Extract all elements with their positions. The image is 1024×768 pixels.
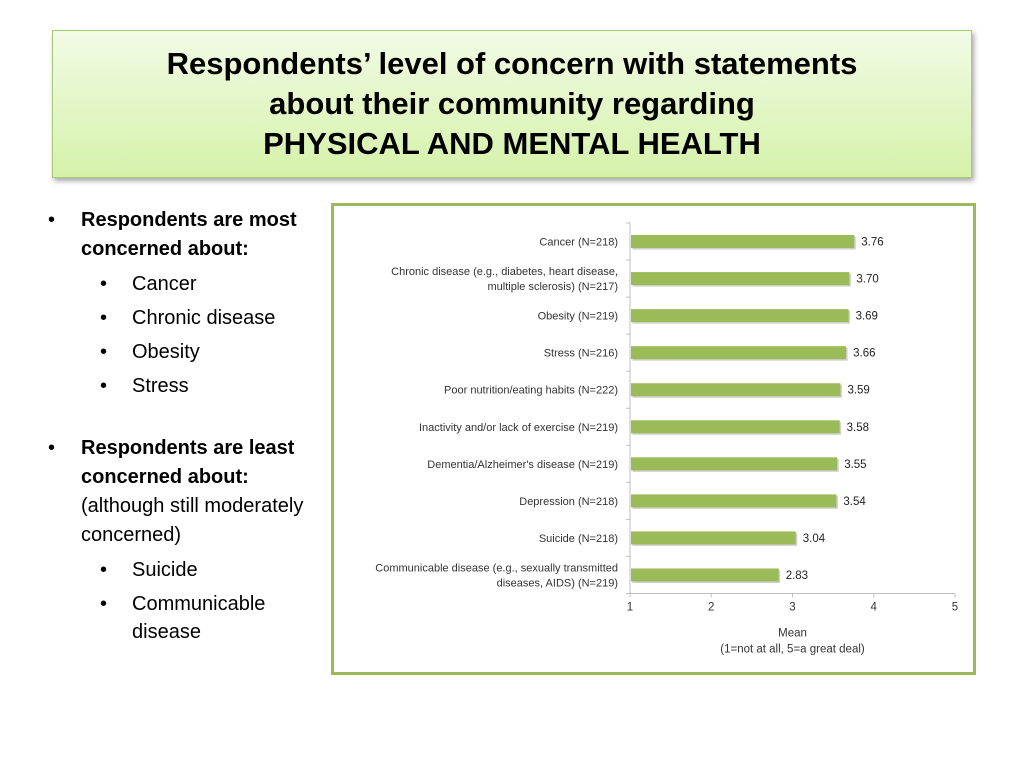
data-label: 3.69: [855, 310, 878, 323]
bar: [631, 383, 840, 396]
bullet-dot-icon: •: [100, 307, 108, 329]
bar: [631, 346, 846, 359]
category-label: Stress (N=216): [543, 347, 618, 360]
bullet-least-heading: Respondents are least concerned about:: [81, 437, 295, 488]
x-tick-label: 2: [708, 601, 715, 614]
list-item: [48, 556, 328, 584]
category-label: Depression (N=218): [519, 495, 618, 508]
category-label: Inactivity and/or lack of exercise (N=219): [418, 421, 618, 434]
bar: [631, 420, 840, 433]
category-label: multiple sclerosis) (N=217): [487, 281, 618, 294]
bar: [631, 568, 779, 581]
data-label: 3.58: [846, 421, 870, 434]
slide-title: [52, 30, 972, 178]
bullet-most-concerned: [48, 206, 328, 264]
chart-frame: [331, 203, 976, 675]
data-label: 3.66: [853, 347, 876, 360]
data-label: 3.04: [802, 532, 826, 545]
data-label: 3.54: [843, 495, 866, 508]
bar: [631, 309, 849, 322]
category-label: Communicable disease (e.g., sexually transmitted: [375, 562, 618, 575]
data-label: 3.76: [861, 236, 884, 249]
list-item-label: Stress: [132, 375, 189, 397]
category-label: Chronic disease (e.g., diabetes, heart disease,: [391, 266, 618, 279]
category-label: diseases, AIDS) (N=219): [496, 577, 618, 590]
bullet-least-note: (although still moderately concerned): [81, 495, 304, 546]
title-line-2: about their community regarding: [269, 86, 755, 121]
data-label: 3.59: [847, 384, 870, 397]
bar: [631, 457, 837, 470]
category-label: Suicide (N=218): [538, 532, 618, 545]
data-label: 2.83: [785, 569, 809, 582]
bar: [631, 272, 849, 285]
bullet-list: [48, 206, 328, 646]
most-concerned-list: [48, 270, 328, 400]
x-tick-label: 3: [789, 601, 796, 614]
bar: [631, 235, 854, 248]
x-axis-title: Mean: [778, 627, 807, 640]
data-label: 3.55: [844, 458, 867, 471]
bullet-dot-icon: •: [100, 593, 108, 615]
title-line-3: PHYSICAL AND MENTAL HEALTH: [263, 126, 761, 161]
bullet-least-concerned: [48, 434, 328, 550]
x-tick-label: 1: [626, 601, 634, 614]
category-label: Obesity (N=219): [537, 310, 618, 323]
x-tick-label: 4: [870, 601, 877, 614]
bullet-dot-icon: •: [48, 437, 56, 459]
bar: [631, 494, 836, 507]
bullet-most-heading: Respondents are most concerned about:: [81, 209, 297, 260]
bullet-dot-icon: •: [100, 273, 108, 295]
list-item-label: Suicide: [132, 559, 198, 581]
data-label: 3.70: [856, 273, 879, 286]
bullet-dot-icon: •: [100, 559, 108, 581]
bullet-dot-icon: •: [100, 341, 108, 363]
category-label: Dementia/Alzheimer's disease (N=219): [427, 458, 618, 471]
bullet-dot-icon: •: [48, 209, 56, 231]
bar-chart: [334, 206, 973, 672]
list-item: [48, 270, 328, 298]
list-item: [48, 372, 328, 400]
category-label: Poor nutrition/eating habits (N=222): [444, 384, 618, 397]
list-item: [48, 590, 328, 646]
least-concerned-list: [48, 556, 328, 646]
list-item-label: Cancer: [132, 273, 197, 295]
bar: [631, 531, 796, 544]
list-item-label: Obesity: [132, 341, 200, 363]
category-label: Cancer (N=218): [539, 236, 618, 249]
list-item-label: Chronic disease: [132, 307, 276, 329]
list-item: [48, 338, 328, 366]
title-line-1: Respondents’ level of concern with statements: [166, 46, 858, 81]
list-item: [48, 304, 328, 332]
x-tick-label: 5: [951, 601, 959, 614]
list-item-label: Communicable disease: [132, 593, 266, 643]
bullet-dot-icon: •: [100, 375, 108, 397]
x-axis-title: (1=not at all, 5=a great deal): [720, 643, 865, 656]
